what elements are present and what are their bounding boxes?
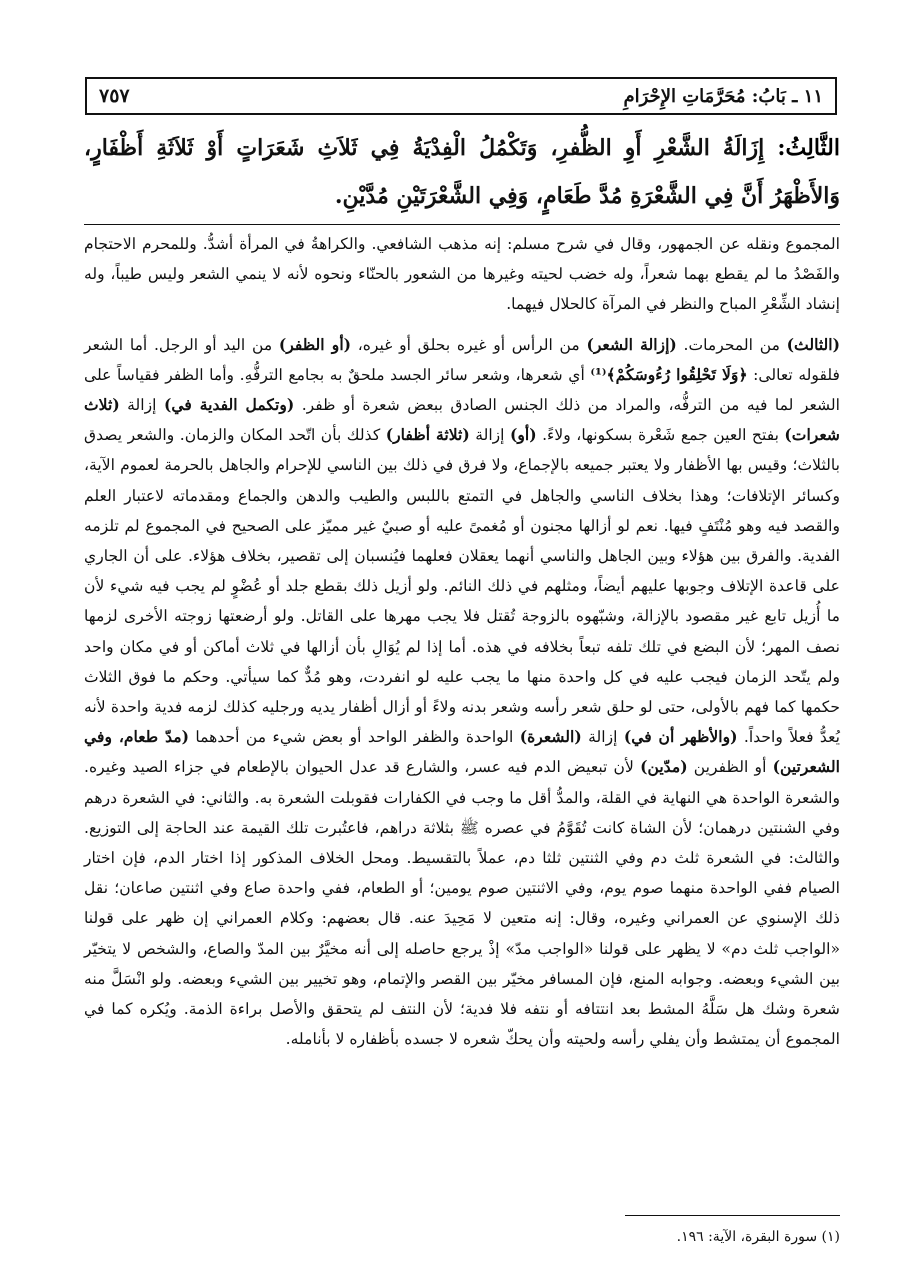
text-run: إزالة — [119, 396, 164, 415]
bold-term: (الثالث) — [786, 334, 840, 354]
text-run: إزالة — [469, 426, 510, 445]
footnote: (١) سورة البقرة، الآية: ١٩٦. — [676, 1229, 840, 1245]
bold-term: (الشعرة) — [519, 727, 582, 747]
main-text-body: إِزَالَةُ الشَّعْرِ أَوِ الظُّفرِ، وَتَكْمُلُ الْفِدْيَةُ فِي ثَلاَثِ شَعَرَاتٍ أَوْ ثَلاَثَةِ أَظْفَارٍ، وَالأَظْهَرُ أَنَّ فِي الشَّعْرَةِ مُدَّ طَعَامٍ، وَفِي الشَّعْرَتَيْنِ مُدَّيْنِ. — [84, 135, 840, 209]
commentary — [84, 229, 840, 1054]
divider-line — [84, 224, 840, 225]
text-run: من اليد أو الرجل. أما الشعر فلقوله تعالى: — [84, 335, 840, 384]
main-text-lead: الثَّالِثُ: — [777, 135, 840, 161]
footnote-divider — [625, 1215, 840, 1216]
bold-term: (وتكمل الفدية في) — [163, 395, 295, 415]
bold-term: (ثلاث شعرات) — [84, 395, 840, 445]
bold-term: (إزالة الشعر) — [586, 334, 677, 354]
text-run: لأن تبعيض الدم فيه عسر، والشارع قد عدل الحيوان بالإطعام في جزاء الصيد وغيره. والشعرة الواحدة هي النهاية في القلة، والمدُّ أقل ما وجب في الكفارات فقوبلت الشعرة به. والثاني: في الشعرة درهم وفي الشنتين درهمان؛ لأن الشاة كانت تُقَوَّمُ في عصره ﷺ بثلاثة دراهم، فاعتُبرت تلك القيمة عند الحاجة إلى التوزيع. والثالث: في الشعرة ثلث دم وفي الثنتين ثلثا دم، عملاً بالتقسيط. ومحل الخلاف المذكور إذا اختار الدم، فإن اختار الصيام ففي الواحدة منهما صوم يوم، وفي الاثنتين صوم يومين؛ أو الطعام، ففي واحدة صاع وفي اثنتين صاعان؛ نقل ذلك الإسنوي عن العمراني وغيره، وقال: إنه متعين لا مَحِيدَ عنه. قال بعضهم: وكلام العمراني إن ظهر على قولنا «الواجب ثلث دم» لا يظهر على قولنا «الواجب مدّ» إذْ يرجع حاصله إلى أنه مخيَّرٌ بين المدّ والصاع، والشخص لا يتخيّر بين الشيء وبعضه. وجوابه المنع، فإن المسافر مخيّر بين القصر والإتمام، وهو تخيير بين الشيء وبعضه. ولو انْسَلَّ منه شعرة وشك هل سَلَّهُ المشط بعد انتتافه أو نتفه فلا فدية؛ لأن النتف لم يتحقق والأصل براءة الذمة. ويُكره كما في المجموع أن يمتشط وأن يفلي رأسه ولحيته وأن يحكّ شعره لا جسده بأظفاره لا بأنامله. — [84, 758, 840, 1049]
text-run: كذلك بأن اتّحد المكان والزمان. والشعر يصدق بالثلاث؛ وقيس بها الأظفار ولا يعتبر جميعه بالإجماع، ولا فرق في ذلك بين الناسي للإحرام والجاهل بالحرمة لعموم الآية، وكسائر الإتلافات؛ وهذا بخلاف الناسي والجاهل في التمتع باللبس والطيب والدهن والجماع ومقدماته لاعتبار العلم والقصد فيه وهو مُنْتَفٍ فيها. نعم لو أزالها مجنون أو مُغمىً عليه أو صبيٌ غير مميّز على الصحيح في المجموع لم تلزمه الفدية. والفرق بين هؤلاء وبين الجاهل والناسي أنهما يعقلان فعلهما فيُنسبان إلى تقصير، بخلاف هؤلاء. على أن الجاري على قاعدة الإتلاف وجوبها عليهم أيضاً، ومثلهم في ذلك النائم. ولو أزيل ذلك بقطع جلد أو عُضْوٍ لم يجب فيه شيء لأن ما أُزيل تابع غير مقصود بالإزالة، وشبّهوه بالزوجة تُقتل فلا يجب مهرها على القاتل. ولو أرضعتها زوجته الأخرى لزمها نصف المهر؛ لأن البضع في تلك تلفه تبعاً بخلافه في هذه. أما إذا لم يُوَالِ بأن أزالها في ثلاث أماكن أو في مكان واحد ولم يتّحد الزمان فيجب عليه في كل واحدة منها ما يجب عليه لو انفردت، وهو مُدٌّ كما سيأتي. وحكم ما فوق الثلاث حكمها كما فهم بالأولى، حتى لو حلق شعر رأسه وشعر بدنه ولاءً أو أزال أظفار يديه ورجليه كذلك لزمه فدية واحدة لأنه يُعدُّ فعلاً واحداً. — [84, 426, 840, 747]
text-run: إزالة — [581, 728, 624, 747]
page-number: ٧٥٧ — [99, 85, 130, 107]
bold-term: (والأظهر أن في) — [623, 727, 738, 747]
text-run: الواحدة والظفر الواحد أو بعض شيء من أحدهما — [188, 728, 520, 747]
text-run: أو الظفرين — [687, 758, 773, 777]
bold-term: (مدّ طعام، وفي الشعرتين) — [84, 727, 841, 777]
bold-term: (مدّين) — [640, 757, 688, 777]
bold-term: (أو الظفر) — [278, 334, 352, 354]
running-header — [85, 77, 837, 115]
text-run: أي شعرها، وشعر سائر الجسد ملحقٌ به بجامع الترفُّهِ. وأما الظفر فقياساً على الشعر لما فيه من الترفُّه، والمراد من ذلك الجنس الصادق ببعض شعرة أو ظفر. — [84, 365, 840, 415]
commentary-paragraph-1: المجموع ونقله عن الجمهور، وقال في شرح مسلم: إنه مذهب الشافعي. والكراهةُ في المرأة أشدُّ. وللمحرم الاحتجام والفَصْدُ ما لم يقطع بهما شعراً، وله خضب لحيته وغيرها من الشعور بالحنّاء ونحوه لأنه لا ينمي الشعر وليس طيباً، وله إنشاد الشِّعْرِ المباح والنظر في المرآة كالحلال فيهما. — [84, 235, 840, 314]
text-run: من المحرمات. — [676, 335, 787, 354]
text-run: بفتح العين جمع شَعْرة بسكونها، ولاءً. — [536, 426, 785, 445]
main-text — [84, 124, 840, 220]
bold-term: (ثلاثة أظفار) — [385, 425, 470, 445]
text-run: من الرأس أو غيره بحلق أو غيره، — [351, 335, 587, 354]
chapter-title: ١١ ـ بَابُ: مُحَرَّمَاتِ الإِحْرَامِ — [623, 85, 823, 107]
bold-term: (أو) — [510, 425, 537, 445]
commentary-paragraph-2 — [84, 330, 840, 1055]
quran-verse: ﴿وَلَا تَحْلِقُوا رُءُوسَكُمْ﴾⁽¹⁾ — [590, 364, 748, 384]
